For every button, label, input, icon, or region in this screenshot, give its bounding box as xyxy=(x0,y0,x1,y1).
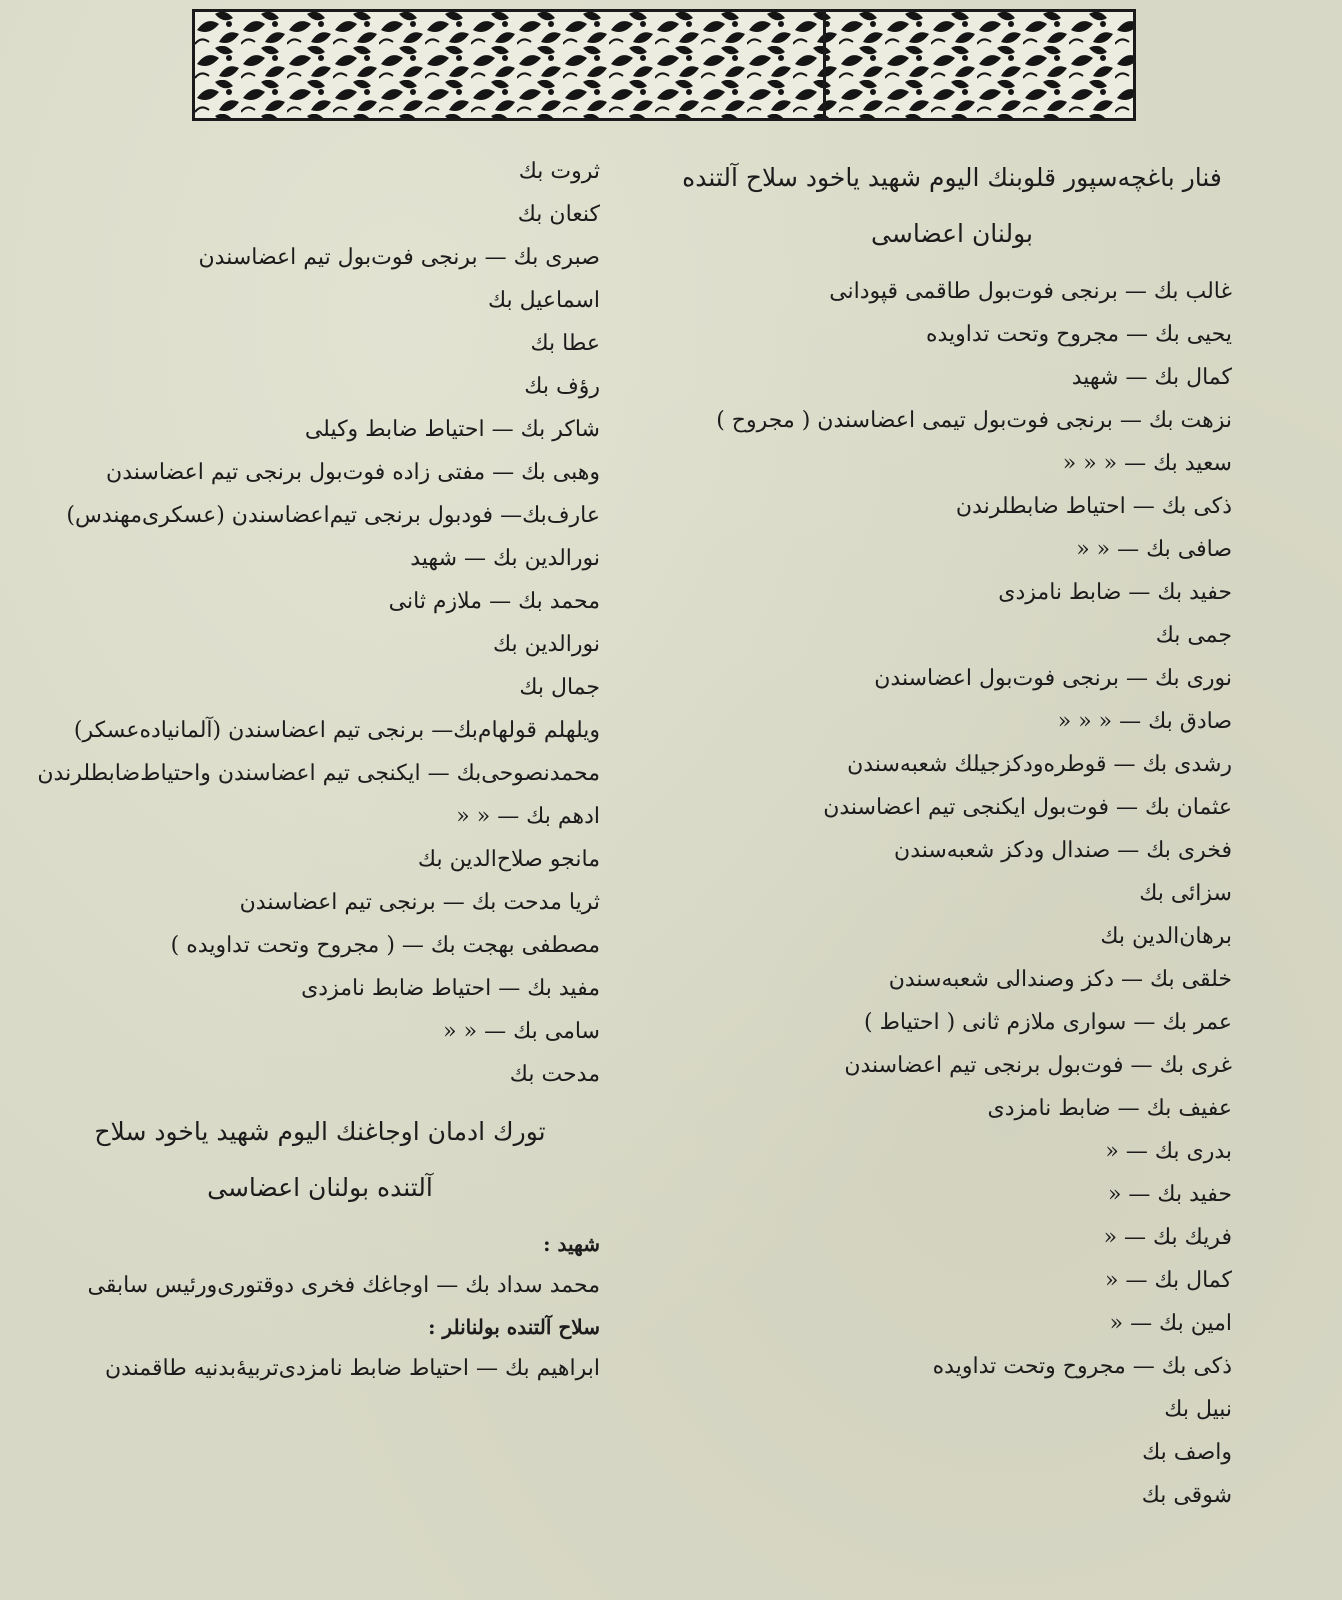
member-line: مدحت بك xyxy=(509,1062,600,1087)
member-line: فريك بك — « xyxy=(1103,1225,1232,1250)
member-line: نبيل بك xyxy=(1164,1397,1232,1422)
member-line: بدری بك — « xyxy=(1105,1139,1232,1164)
member-line: نورالدين بك xyxy=(492,632,600,657)
member-line: يحيی بك — مجروح وتحت تداويده xyxy=(925,322,1232,347)
member-line: كمال بك — شهيد xyxy=(1071,365,1232,390)
member-line: ذكی بك — احتياط ضابطلرندن xyxy=(955,494,1232,519)
member-line: سعيد بك — « « « xyxy=(1062,451,1232,476)
right-column xyxy=(672,150,1232,1517)
member-line: ذكی بك — مجروح وتحت تداويده xyxy=(932,1354,1232,1379)
left-heading-line-1: تورك ادمان اوجاغنك اليوم شهيد ياخود سلاح xyxy=(94,1117,546,1146)
member-line: فخری بك — صندال ودكز شعبه‌سندن xyxy=(894,838,1232,863)
member-line: غالب بك — برنجی فوت‌بول طاقمی قپودانی xyxy=(829,279,1232,304)
member-line: كنعان بك xyxy=(517,202,600,227)
member-line: برهان‌الدين بك xyxy=(1100,924,1232,949)
section-label-under-arms: سلاح آلتنده بولنانلر : xyxy=(428,1315,600,1339)
member-line: شاكر بك — احتياط ضابط وكيلی xyxy=(304,417,600,442)
member-line: مفيد بك — احتياط ضابط نامزدی xyxy=(301,976,600,1001)
member-line: صافی بك — « « xyxy=(1076,537,1232,562)
member-line: واصف بك xyxy=(1142,1440,1232,1465)
member-line: ابراهيم بك — احتياط ضابط نامزدی‌تربيهٔ‌بدنيه طاقمندن xyxy=(104,1356,600,1381)
member-line: محمدنصوحی‌بك — ايكنجی تيم اعضاسندن واحتياط‌ضابطلرندن xyxy=(37,761,600,786)
member-line: نوری بك — برنجی فوت‌بول اعضاسندن xyxy=(874,666,1232,691)
member-line: محمد سداد بك — اوجاغك فخری دوقتوری‌ورئيس سابقی xyxy=(87,1273,600,1298)
member-line: صادق بك — « « « xyxy=(1057,709,1232,734)
member-line: ثريا مدحت بك — برنجی تيم اعضاسندن xyxy=(239,890,600,915)
member-line: نورالدين بك — شهيد xyxy=(410,546,600,571)
member-line: عطا بك xyxy=(530,331,600,356)
member-line: عفيف بك — ضابط نامزدی xyxy=(987,1096,1232,1121)
section-label-martyr: شهيد : xyxy=(543,1232,600,1256)
member-line: غری بك — فوت‌بول برنجی تيم اعضاسندن xyxy=(844,1053,1232,1078)
leaf-pattern-icon xyxy=(195,12,1133,118)
leaf-ornament-banner xyxy=(192,9,1136,121)
member-line: رؤف بك xyxy=(524,374,600,399)
member-line: صبری بك — برنجی فوت‌بول تيم اعضاسندن xyxy=(198,245,600,270)
member-line: رشدی بك — قوطره‌ودكزجيلك شعبه‌سندن xyxy=(847,752,1232,777)
member-line: ويلهلم قولهام‌بك— برنجی تيم اعضاسندن (آلمانياده‌عسكر) xyxy=(73,718,600,743)
left-heading-line-2: آلتنده بولنان اعضاسی xyxy=(207,1173,433,1202)
member-line: حفيد بك — « xyxy=(1107,1182,1232,1207)
member-line: ادهم بك — « « xyxy=(456,804,600,829)
member-line: مانجو صلاح‌الدين بك xyxy=(417,847,600,872)
member-line: نزهت بك — برنجی فوت‌بول تيمی اعضاسندن ( مجروح ) xyxy=(716,408,1232,433)
member-line: جمال بك xyxy=(519,675,600,700)
member-line: جمی بك xyxy=(1155,623,1232,648)
member-line: عمر بك — سواری ملازم ثانی ( احتياط ) xyxy=(864,1010,1232,1035)
right-heading-line-1: فنار باغچه‌سپور قلوبنك اليوم شهيد ياخود سلاح آلتنده xyxy=(682,163,1222,192)
member-line: امين بك — « xyxy=(1109,1311,1232,1336)
member-line: كمال بك — « xyxy=(1105,1268,1232,1293)
member-line: عثمان بك — فوت‌بول ايكنجی تيم اعضاسندن xyxy=(823,795,1232,820)
member-line: ثروت بك xyxy=(518,159,600,184)
member-line: وهبی بك — مفتی زاده فوت‌بول برنجی تيم اعضاسندن xyxy=(106,460,600,485)
member-line: حفيد بك — ضابط نامزدی xyxy=(998,580,1232,605)
member-line: سامی بك — « « xyxy=(443,1019,600,1044)
member-line: اسماعيل بك xyxy=(487,288,600,313)
member-line: عارف‌بك— فودبول برنجی تيم‌اعضاسندن (عسكری‌مهندس) xyxy=(66,503,600,528)
right-heading-line-2: بولنان اعضاسی xyxy=(871,219,1033,248)
member-line: شوقی بك xyxy=(1141,1483,1232,1508)
member-line: محمد بك — ملازم ثانی xyxy=(388,589,600,614)
left-column xyxy=(37,150,600,1390)
member-line: سزائی بك xyxy=(1139,881,1232,906)
member-line: خلقی بك — دكز وصندالی شعبه‌سندن xyxy=(888,967,1232,992)
member-line: مصطفی بهجت بك — ( مجروح وتحت تداويده ) xyxy=(170,933,600,958)
